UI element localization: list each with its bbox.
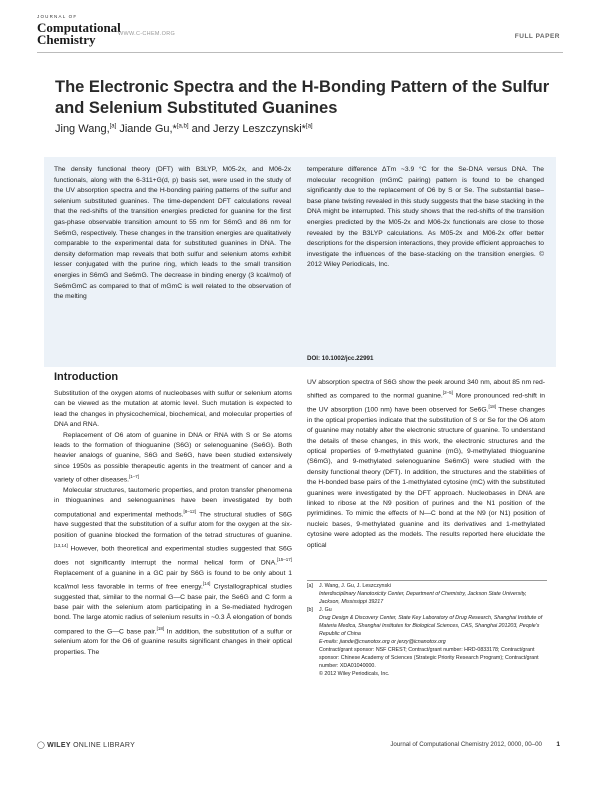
citation-ref[interactable]: [1–7]	[129, 474, 140, 480]
citation-ref[interactable]: [15–17]	[276, 556, 292, 562]
citation-ref[interactable]: [8–12]	[183, 508, 196, 514]
citation-ref[interactable]: [18]	[156, 625, 165, 631]
page-number: 1	[556, 741, 560, 748]
body-left-column	[54, 389, 292, 658]
citation-ref[interactable]: [2–5]	[442, 390, 453, 396]
abstract-left-column: The density functional theory (DFT) with B3LYP, M05-2x, and M06-2x functionals, along with the 6-311+G(d, p) basis set, were used in the study of the UV absorption spectra and the H-bonding pairing patterns of the sulfur and selenium substituted guanines. The time-dependent DFT calculations reveal that the red-shifts of the transition energies predicted for guanine for the first gas-phase observable transition amount to 55 nm for S6mG and 86 nm for Se6mG, respectively. These changes in the transition energies are qualitatively comparable to the experimental data for substituted guanines in DNA. The density deformation map reveals that both sulfur and selenium atoms exhibit lesser conjugated with the purine ring, which leads to the small transition energies in S6mG and Se6mG. The decrease in binding energy (3 kcal/mol) of Se6mGmC as compared to that of mGmC is well related to the observation of the melting	[54, 166, 291, 301]
affiliation-email[interactable]: E-mails: jiande@cnanotox.org or jerzy@icnanotox.org	[319, 639, 446, 645]
journal-logo[interactable]	[37, 14, 121, 47]
citation-ref[interactable]: [13,14]	[54, 543, 68, 549]
affiliations-block	[307, 582, 547, 678]
abstract-right-column: temperature difference ΔTm ~3.9 °C for the Se-DNA versus DNA. The molecular recognition (mGmC pairing) pattern is found to be changed significantly due to the replacement of O6 by S or Se. The substantial base–base plane twisting revealed in this study suggests that the base stacking in the DNA might be interrupted. This study shows that the red-shifts of the transition energies predicted by the M05-2x and M06-2x functionals are close to those revealed by the B3LYP calculations. As M05-2x and M06-2x offer better descriptions for the dispersion interactions, they provide efficient approaches to investigate the influences of the base-stacking on the transition energies. © 2012 Wiley Periodicals, Inc.	[307, 166, 544, 269]
citation-ref[interactable]: [18]	[488, 404, 497, 410]
logo-line-2: Computational	[37, 19, 121, 35]
wiley-text: WILEY	[47, 742, 71, 749]
author-list	[55, 123, 313, 135]
online-library-text: ONLINE LIBRARY	[73, 742, 136, 749]
paragraph: UV absorption spectra of S6G show the peek around 340 nm, about 85 nm red-shifted as compared to the normal guanine.[2–5] More pronounced red-shift in the UV absorption (100 nm) have been observed for Se6G.[18] These changes in the optical properties indicate that the substitution of S or Se for the O6 atom of guanine may notably alter the electronic structure of guanine. To understand the details of these changes, in this work, the electronic structures and the optical properties of 9-methylated guanine (mG), 9-methylated thioguanine (S6mG), and 9-methylated selenoguanine Se6mG) were studied with the density functional theory (DFT). In addition, the structures and the stabilities of the H-bonded base pairs of the 1-methylated cytosine (mC) with the substituted guanines were investigated by the DFT approach. Nucleobases in DNA are linked to ribose at the N9 position of purines and the N1 position of the pyrimidines. To mimic the effects of N—C bond at the N9 (or N1) position of nucleic bases, 9-methylated guanine and its derivatives and 1-methylated cytosine were adopted as the models. The results reported here elucidate the optical	[307, 379, 545, 549]
affiliation-entry	[307, 582, 547, 606]
author-name: Jing Wang,	[55, 123, 110, 135]
logo-line-3: Chemistry	[37, 31, 96, 47]
affiliation-entry	[307, 606, 547, 646]
journal-website-link[interactable]: WWW.C-CHEM.ORG	[118, 31, 176, 37]
author-name: Jiande Gu,*	[119, 123, 177, 135]
affiliation-divider	[307, 580, 547, 581]
section-heading-introduction: Introduction	[54, 371, 119, 383]
author-affiliation-mark: [a]	[109, 123, 117, 130]
paragraph: Substitution of the oxygen atoms of nucleobases with sulfur or selenium atoms can be viewed as the mutation at atomic level. Such mutation is expected to lead the changes in physicochemical, biochemical, and molecular properties of DNA and RNA.	[54, 390, 292, 429]
paragraph: Replacement of O6 atom of guanine in DNA or RNA with S or Se atoms leads to the formation of thioguanine (S6G) or selenoguanine (Se6G). Both heavier analogs of guanine, S6G and Se6G, have been studied extensively since 1950s as possible therapeutic agents in the treatment of cancer and a variety of other diseases.[1–7]	[54, 431, 292, 484]
affiliation-address: Drug Design & Discovery Center, State Key Laboratory of Drug Research, Shanghai Institute of Materia Medica, Shanghai Institutes for Biological Sciences, CAS, Shanghai 201203, People's Republic of China	[319, 615, 543, 637]
affiliation-tag: [b]	[307, 607, 313, 613]
wiley-online-library-logo[interactable]	[37, 741, 135, 749]
section-label: FULL PAPER	[514, 33, 560, 40]
logo-line-1: JOURNAL OF	[37, 14, 78, 19]
copyright-notice: © 2012 Wiley Periodicals, Inc.	[319, 671, 390, 677]
author-name: and Jerzy Leszczynski*	[191, 123, 306, 135]
journal-citation: Journal of Computational Chemistry 2012, 0000, 00–00	[390, 741, 542, 748]
doi-link[interactable]: DOI: 10.1002/jcc.22991	[307, 355, 374, 362]
body-right-column	[307, 378, 545, 551]
affiliation-names: J. Wang, J. Gu, J. Leszczynski	[319, 583, 391, 589]
paper-title: The Electronic Spectra and the H-Bonding Pattern of the Sulfur and Selenium Substituted Guanines	[55, 78, 550, 117]
paragraph: Molecular structures, tautomeric properties, and proton transfer phenomena in thioguanines and selenoguanines have been investigated by both computational and experimental methods.[8–12] The structural studies of S6G have suggested that the substitution of a sulfur atom for the oxygen at the six-position of guanine blocked the formation of the tetrad structures of guanine.[13,14] However, both theoretical and experimental studies suggested that S6G does not significantly interrupt the normal helical form of DNA.[15–17] Replacement of a guanine in a GC pair by S6G is found to be only about 1 kcal/mol less favorable in terms of free energy.[14] Crystallographical studies suggested that, similar to the normal G—C base pair, the Se6G and C form a base pair with the selenium atom participating in a Se-mediated hydrogen bond. The large atomic radius of selenium results in ~0.3 Å elongation of bonds compared to the G—C base pair.[18] In addition, the substitution of a sulfur or selenium atom for the O6 of guanine results significant changes in their optical properties. The	[54, 486, 293, 656]
grant-info: Contract/grant sponsor: NSF CREST; Contract/grant number: HRD-0833178; Contract/grant sponsor: Chinese Academy of Sciences (Strategic Priority Research Program); Contract/grant number: XDA01040000.	[319, 647, 539, 669]
wiley-logo-icon: ◯	[37, 742, 46, 749]
affiliation-tag: [a]	[307, 583, 313, 589]
author-affiliation-mark: [a,b]	[176, 123, 189, 130]
affiliation-names: J. Gu	[319, 607, 332, 613]
affiliation-address: Interdisciplinary Nanotoxicity Center, Department of Chemistry, Jackson State University, Jackson, Mississippi 39217	[319, 591, 527, 605]
citation-ref[interactable]: [14]	[202, 580, 211, 586]
author-affiliation-mark: [a]	[305, 123, 313, 130]
header-divider	[37, 52, 563, 53]
